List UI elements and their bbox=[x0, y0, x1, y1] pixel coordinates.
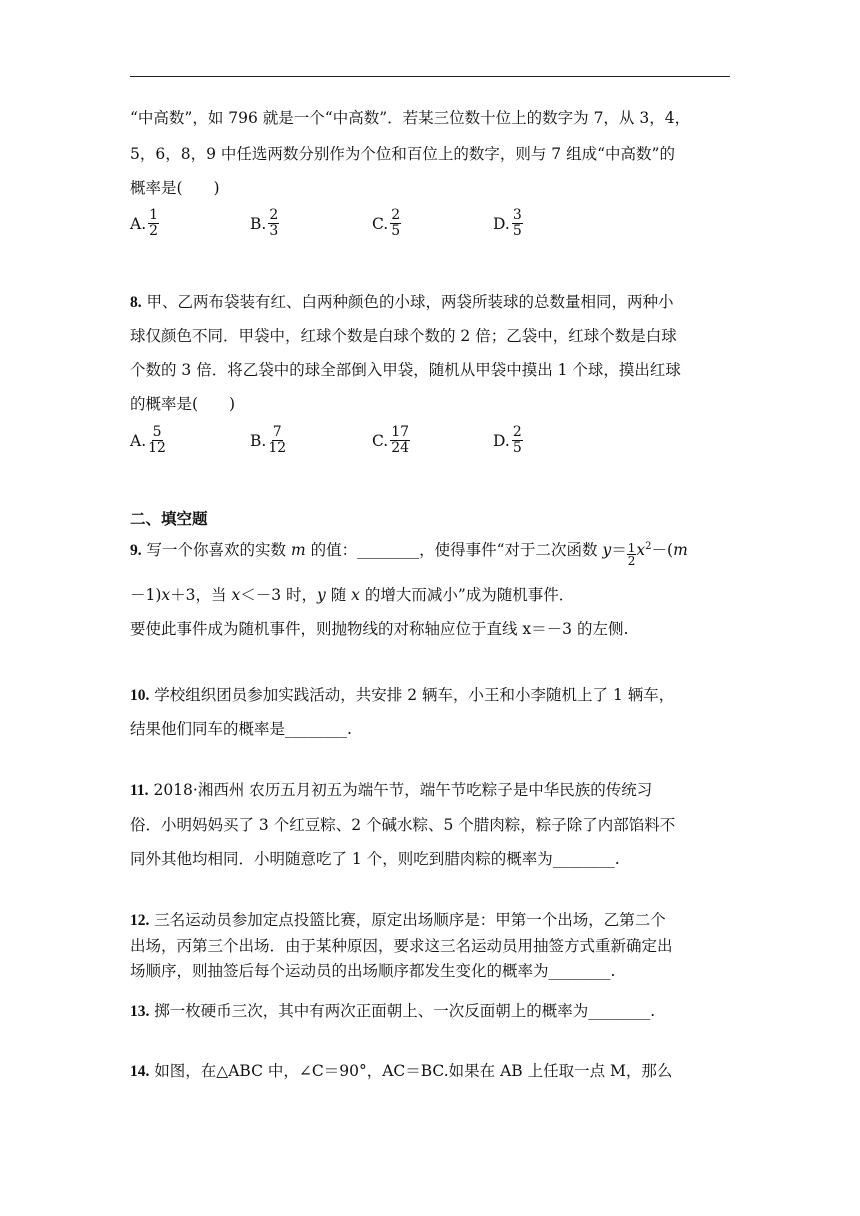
option-label: B. bbox=[250, 431, 267, 450]
q11-line2: 俗．小明妈妈买了 3 个红豆粽、2 个碱水粽、5 个腊肉粽，粽子除了内部馅料不 bbox=[130, 816, 676, 834]
option-label: C. bbox=[372, 214, 389, 233]
q8-line4: 的概率是( ) bbox=[130, 395, 236, 413]
q12-line2: 出场，丙第三个出场．由于某种原因，要求这三名运动员用抽签方式重新确定出 bbox=[130, 937, 673, 955]
q7-option-a[interactable] bbox=[130, 208, 159, 239]
q9-line3: 要使此事件成为随机事件，则抛物线的对称轴应位于直线 x＝－3 的左侧. bbox=[130, 620, 629, 638]
question-number: 12. bbox=[130, 912, 150, 929]
q9-line2: －1)x＋3，当 x＜－3 时，y 随 x 的增大而减小”成为随机事件． bbox=[130, 586, 575, 604]
inline-fraction: $\frac{1}{2}$ bbox=[627, 540, 636, 568]
option-fraction: $\frac{2}{5}$ bbox=[391, 207, 401, 239]
option-label: C. bbox=[372, 431, 389, 450]
q7-option-c[interactable] bbox=[372, 208, 401, 239]
q7-option-d[interactable] bbox=[493, 208, 523, 239]
question-number: 14. bbox=[130, 1063, 150, 1080]
option-fraction: $\frac{1}{2}$ bbox=[149, 207, 159, 239]
question-number: 10. bbox=[130, 687, 150, 704]
option-fraction: $\frac{17}{24}$ bbox=[391, 424, 410, 456]
q10-line1: 10. 学校组织团员参加实践活动，共安排 2 辆车，小王和小李随机上了 1 辆车， bbox=[130, 686, 675, 704]
section-heading: 二、填空题 bbox=[130, 510, 208, 528]
q14-line1: 14. 如图，在△ABC 中，∠C＝90°，AC＝BC.如果在 AB 上任取一点 M，那么 bbox=[130, 1062, 673, 1080]
question-number: 13. bbox=[130, 1003, 150, 1020]
option-label: B. bbox=[250, 214, 267, 233]
q8-line3: 个数的 3 倍．将乙袋中的球全部倒入甲袋，随机从甲袋中摸出 1 个球，摸出红球 bbox=[130, 361, 681, 379]
question-number: 8. bbox=[130, 294, 142, 311]
q8-option-a[interactable] bbox=[130, 425, 166, 456]
option-label: A. bbox=[130, 431, 147, 450]
header-rule bbox=[130, 76, 730, 77]
q8-option-d[interactable] bbox=[493, 425, 523, 456]
q8-option-b[interactable] bbox=[250, 425, 286, 456]
q7-option-b[interactable] bbox=[250, 208, 279, 239]
q8-option-c[interactable] bbox=[372, 425, 410, 456]
q13-line1: 13. 掷一枚硬币三次，其中有两次正面朝上、一次反面朝上的概率为________. bbox=[130, 1002, 656, 1020]
q8-line1: 8. 甲、乙两布袋装有红、白两种颜色的小球，两袋所装球的总数量相同，两种小 bbox=[130, 293, 674, 311]
q11-line1: 11. 2018·湘西州 农历五月初五为端午节，端午节吃粽子是中华民族的传统习 bbox=[130, 781, 653, 799]
q12-line3: 场顺序，则抽签后每个运动员的出场顺序都发生变化的概率为________. bbox=[130, 962, 616, 980]
option-label: D. bbox=[493, 214, 510, 233]
option-fraction: $\frac{2}{3}$ bbox=[269, 207, 279, 239]
option-fraction: $\frac{5}{12}$ bbox=[148, 424, 166, 456]
option-label: A. bbox=[130, 214, 147, 233]
q8-line2: 球仅颜色不同．甲袋中，红球个数是白球个数的 2 倍；乙袋中，红球个数是白球 bbox=[130, 327, 677, 345]
q11-line3: 同外其他均相同．小明随意吃了 1 个，则吃到腊肉粽的概率为________. bbox=[130, 850, 620, 868]
q12-line1: 12. 三名运动员参加定点投篮比赛，原定出场顺序是：甲第一个出场，乙第二个 bbox=[130, 911, 666, 929]
q7-line1: “中高数”，如 796 就是一个“中高数”．若某三位数十位上的数字为 7，从 3，4， bbox=[130, 109, 691, 127]
q7-line3: 概率是( ) bbox=[130, 179, 220, 197]
option-fraction: $\frac{2}{5}$ bbox=[512, 424, 522, 456]
option-label: D. bbox=[493, 431, 510, 450]
option-fraction: $\frac{7}{12}$ bbox=[268, 424, 287, 456]
q7-line2: 5，6，8，9 中任选两数分别作为个位和百位上的数字，则与 7 组成“中高数”的 bbox=[130, 145, 675, 163]
option-fraction: $\frac{3}{5}$ bbox=[512, 207, 522, 239]
question-number: 11. bbox=[130, 782, 149, 799]
question-number: 9. bbox=[130, 542, 142, 559]
q10-line2: 结果他们同车的概率是________. bbox=[130, 720, 352, 738]
q9-line1: 9. 写一个你喜欢的实数 m 的值：________，使得事件“对于二次函数 y＝ $\frac{1}{2}$ $x^2-(m$ bbox=[130, 540, 688, 568]
